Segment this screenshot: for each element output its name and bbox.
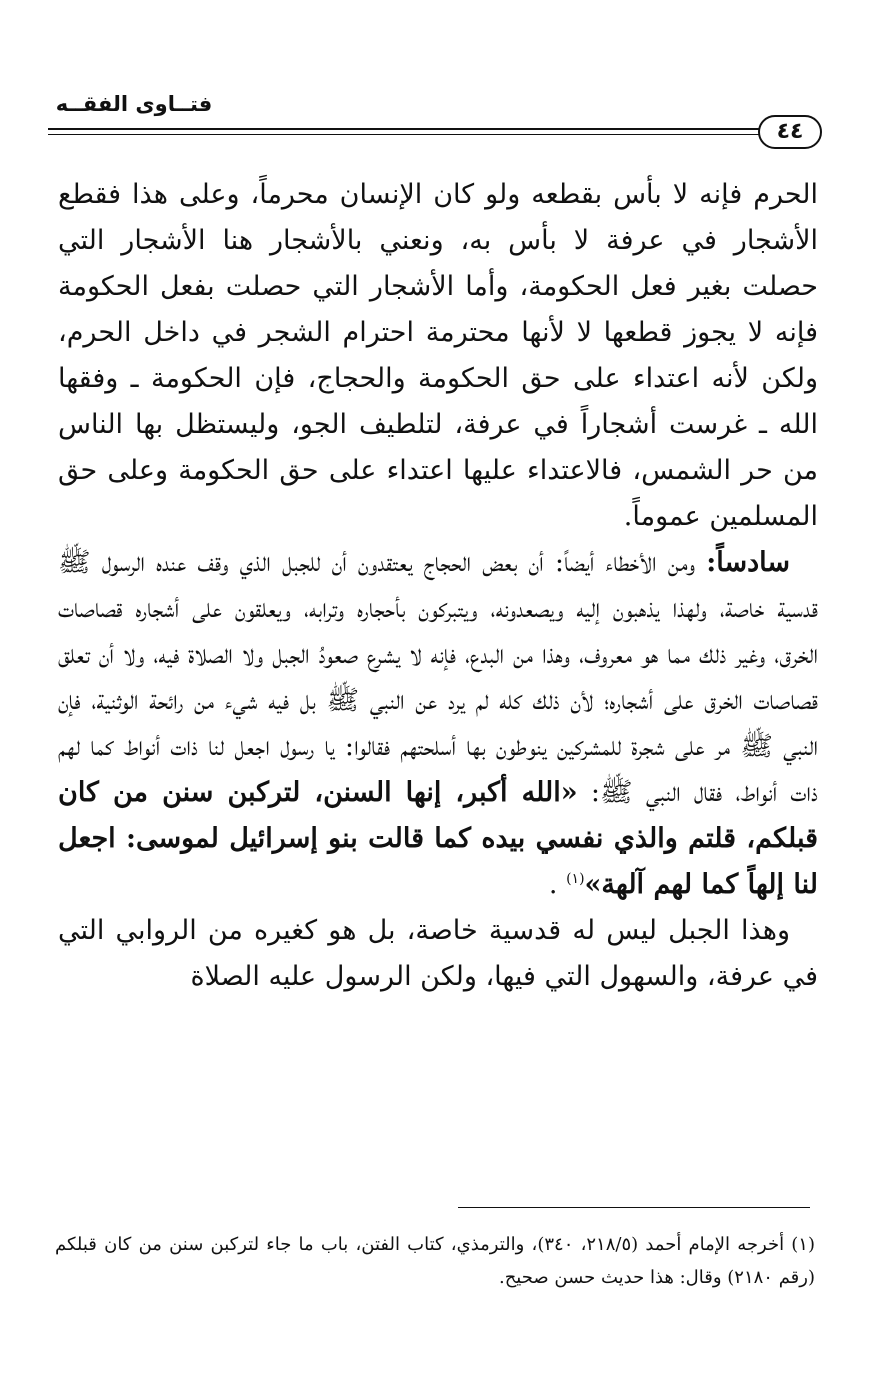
paragraph-3: وهذا الجبل ليس له قدسية خاصة، بل هو كغيره من الروابي التي في عرفة، والسهول التي فيها، ولكن الرسول عليه الصلاة <box>58 915 818 992</box>
paragraph-2-end: . <box>548 869 567 900</box>
paragraph-1: الحرم فإنه لا بأس بقطعه ولو كان الإنسان محرماً، وعلى هذا فقطع الأشجار في عرفة لا بأس به، ونعني بالأشجار هنا الأشجار التي حصلت بغير فعل الحكومة، وأما الأشجار التي حصلت بفعل الحكومة فإنه لا يجوز قطعها لا لأنها محترمة احترام الشجر في داخل الحرم، ولكن لأنه اعتداء على حق الحكومة والحجاج، فإن الحكومة ـ وفقها الله ـ غرست أشجاراً في عرفة، لتلطيف الجو، وليستظل بها الناس من حر الشمس، فالاعتداء عليها اعتداء على حق الحكومة وعلى حق المسلمين عموماً. <box>58 179 818 532</box>
page-number: ٤٤ <box>758 115 822 149</box>
header-rule <box>48 128 760 135</box>
hadith-quote: «الله أكبر، إنها السنن، لتركبن سنن من كان قبلكم، قلتم والذي نفسي بيده كما قالت بنو إسرائيل لموسى: اجعل لنا إلهاً كما لهم آلهة» <box>58 777 818 900</box>
paragraph-2-text: ومن الأخطاء أيضاً: أن بعض الحجاج يعتقدون أن للجبل الذي وقف عنده الرسول ﷺ قدسية خاصة، ولهذا يذهبون إليه ويصعدونه، ويتبركون بأحجاره وترابه، ويعلقون على أشجاره قصاصات الخرق، وغير ذلك مما هو معروف، وهذا من البدع، فإنه لا يشرع صعودُ الجبل ولا الصلاة فيه، ولا أن تعلق قصاصات الخرق على أشجاره؛ لأن ذلك كله لم يرد عن النبي ﷺ بل فيه شيء من رائحة الوثنية، فإن النبي ﷺ مر على شجرة للمشركين ينوطون بها أسلحتهم فقالوا: يا رسول اجعل لنا ذات أنواط كما لهم ذات أنواط، فقال النبي ﷺ: <box>58 547 819 808</box>
footnote-marker: (١) <box>566 871 585 887</box>
page-header-title: فتــاوى الفقــه <box>55 92 213 116</box>
footnote-rule <box>458 1207 810 1208</box>
footnote: (١) أخرجه الإمام أحمد (٢١٨/٥، ٣٤٠)، والترمذي، كتاب الفتن، باب ما جاء لتركبن سنن من كان قبلكم (رقم ٢١٨٠) وقال: هذا حديث حسن صحيح. <box>55 1234 815 1288</box>
body-text <box>58 172 818 1000</box>
section-lead: سادساً: <box>706 547 790 578</box>
paragraph-2 <box>58 540 818 908</box>
